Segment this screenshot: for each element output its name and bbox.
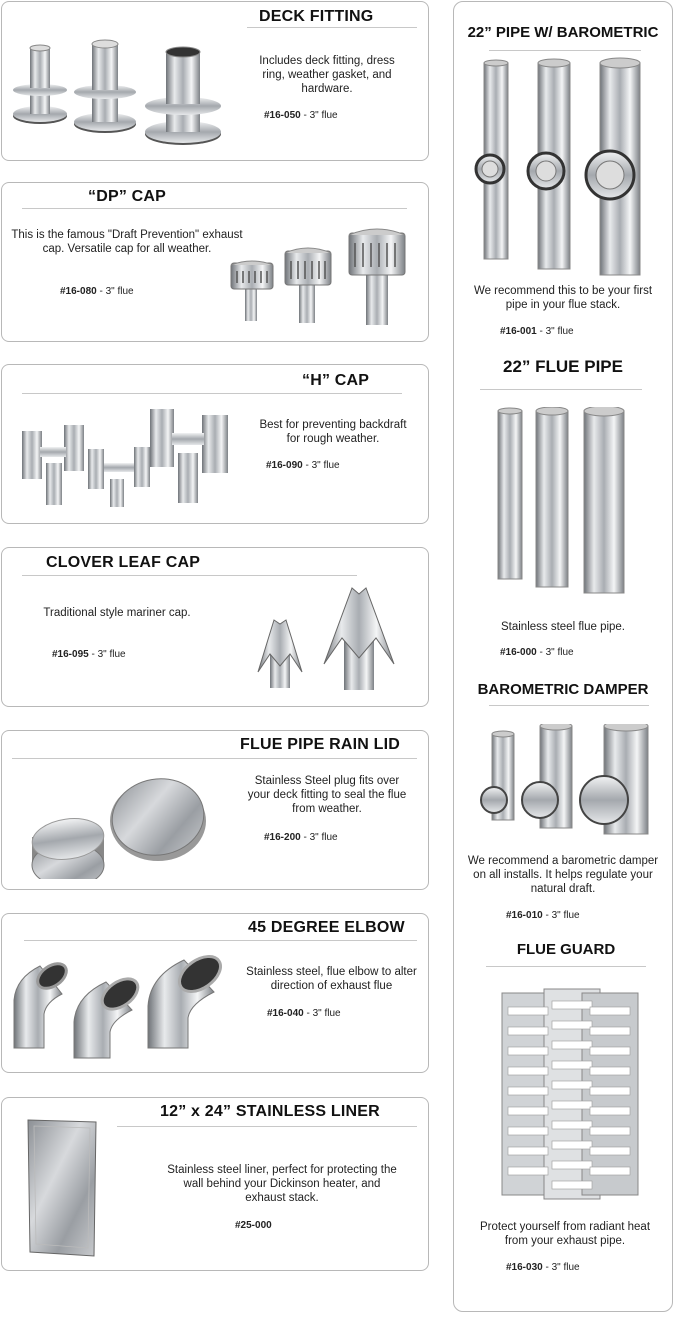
side-panel [453,1,673,1312]
side-product-description: We recommend a barometric damper on all installs. It helps regulate your natural draft. [467,855,659,895]
product-card-rain-lid [1,730,429,890]
product-card-deck-fitting [1,1,429,161]
side-product-sku: #16-000 - 3" flue [500,647,574,658]
flue-pipe-image [492,407,642,597]
sku-size: 3" flue [545,326,574,337]
product-card-clover-leaf-cap [1,547,429,707]
sku-size: 3" flue [311,460,340,471]
sku-number: #16-090 [266,460,303,471]
side-product-sku: #16-001 - 3" flue [500,326,574,337]
title-divider [486,966,646,967]
title-divider [480,389,642,390]
product-sku: #16-200 - 3" flue [264,832,338,843]
title-divider [117,1126,417,1127]
sku-number: #16-050 [264,110,301,121]
product-title: “H” CAP [302,372,370,389]
clover-leaf-cap-image [252,584,402,694]
sku-size: 3" flue [545,647,574,658]
side-product-title: 22” PIPE W/ BAROMETRIC [467,24,659,41]
sku-number: #16-010 [506,910,543,921]
side-product-title: 22” FLUE PIPE [503,357,623,376]
side-product-description: We recommend this to be your first pipe in your flue stack. [473,285,653,311]
product-sku [235,1220,272,1231]
product-description: Stainless steel, flue elbow to alter direction of exhaust flue [246,966,417,992]
deck-fitting-image [8,38,233,158]
rain-lid-image [24,769,214,879]
product-sku: #16-040 - 3" flue [267,1008,341,1019]
side-product-sku: #16-030 - 3" flue [506,1262,580,1273]
side-product-description: Protect yourself from radiant heat from your exhaust pipe. [479,1221,651,1247]
h-cap-image [16,405,246,510]
sku-size: 3" flue [309,110,338,121]
product-title: DECK FITTING [259,8,374,25]
sku-size: 3" flue [309,832,338,843]
sku-number: #16-000 [500,647,537,658]
product-description: Stainless steel liner, perfect for protecting the wall behind your Dickinson heater, and exhaust stack. [167,1164,397,1204]
sku-size: 3" flue [551,1262,580,1273]
product-description: This is the famous "Draft Prevention" exhaust cap. Versatile cap for all weather. [11,229,243,255]
title-divider [489,50,641,51]
product-sku: #16-050 - 3" flue [264,110,338,121]
title-divider [22,393,402,394]
pipe-barometric-image [466,57,666,282]
product-card-dp-cap [1,182,429,342]
product-description: Includes deck fitting, dress ring, weather gasket, and hardware. [259,55,395,95]
sku-number: #25-000 [235,1220,272,1231]
product-description: Stainless Steel plug fits over your deck fitting to seal the flue from weather. [247,775,407,815]
sku-number: #16-030 [506,1262,543,1273]
product-sku: #16-090 - 3" flue [266,460,340,471]
dp-cap-image [227,223,422,333]
title-divider [22,575,357,576]
product-card-stainless-liner [1,1097,429,1271]
sku-number: #16-200 [264,832,301,843]
sku-size: 3" flue [97,649,126,660]
elbow-image [10,948,235,1066]
product-title: “DP” CAP [88,188,167,205]
product-sku: #16-080 - 3" flue [60,286,134,297]
sku-number: #16-095 [52,649,89,660]
title-divider [489,705,649,706]
title-divider [12,758,417,759]
product-description: Best for preventing backdraft for rough weather. [259,419,407,445]
flue-guard-image [498,987,643,1202]
product-sku: #16-095 - 3" flue [52,649,126,660]
product-title: 45 DEGREE ELBOW [248,919,405,936]
barometric-damper-image [476,724,661,839]
product-card-h-cap [1,364,429,524]
title-divider [22,208,407,209]
side-product-title: BAROMETRIC DAMPER [477,681,649,698]
side-product-title: FLUE GUARD [516,941,616,958]
sku-size: 3" flue [105,286,134,297]
side-product-description: Stainless steel flue pipe. [500,621,626,633]
side-product-sku: #16-010 - 3" flue [506,910,580,921]
sku-number: #16-040 [267,1008,304,1019]
sku-size: 3" flue [551,910,580,921]
sku-number: #16-001 [500,326,537,337]
title-divider [247,27,417,28]
product-title: CLOVER LEAF CAP [46,554,201,571]
product-description: Traditional style mariner cap. [43,607,191,619]
product-card-elbow [1,913,429,1073]
product-title: FLUE PIPE RAIN LID [240,736,401,753]
title-divider [24,940,417,941]
sku-number: #16-080 [60,286,97,297]
product-title: 12” x 24” STAINLESS LINER [160,1103,380,1120]
sku-size: 3" flue [312,1008,341,1019]
stainless-liner-image [22,1116,102,1261]
